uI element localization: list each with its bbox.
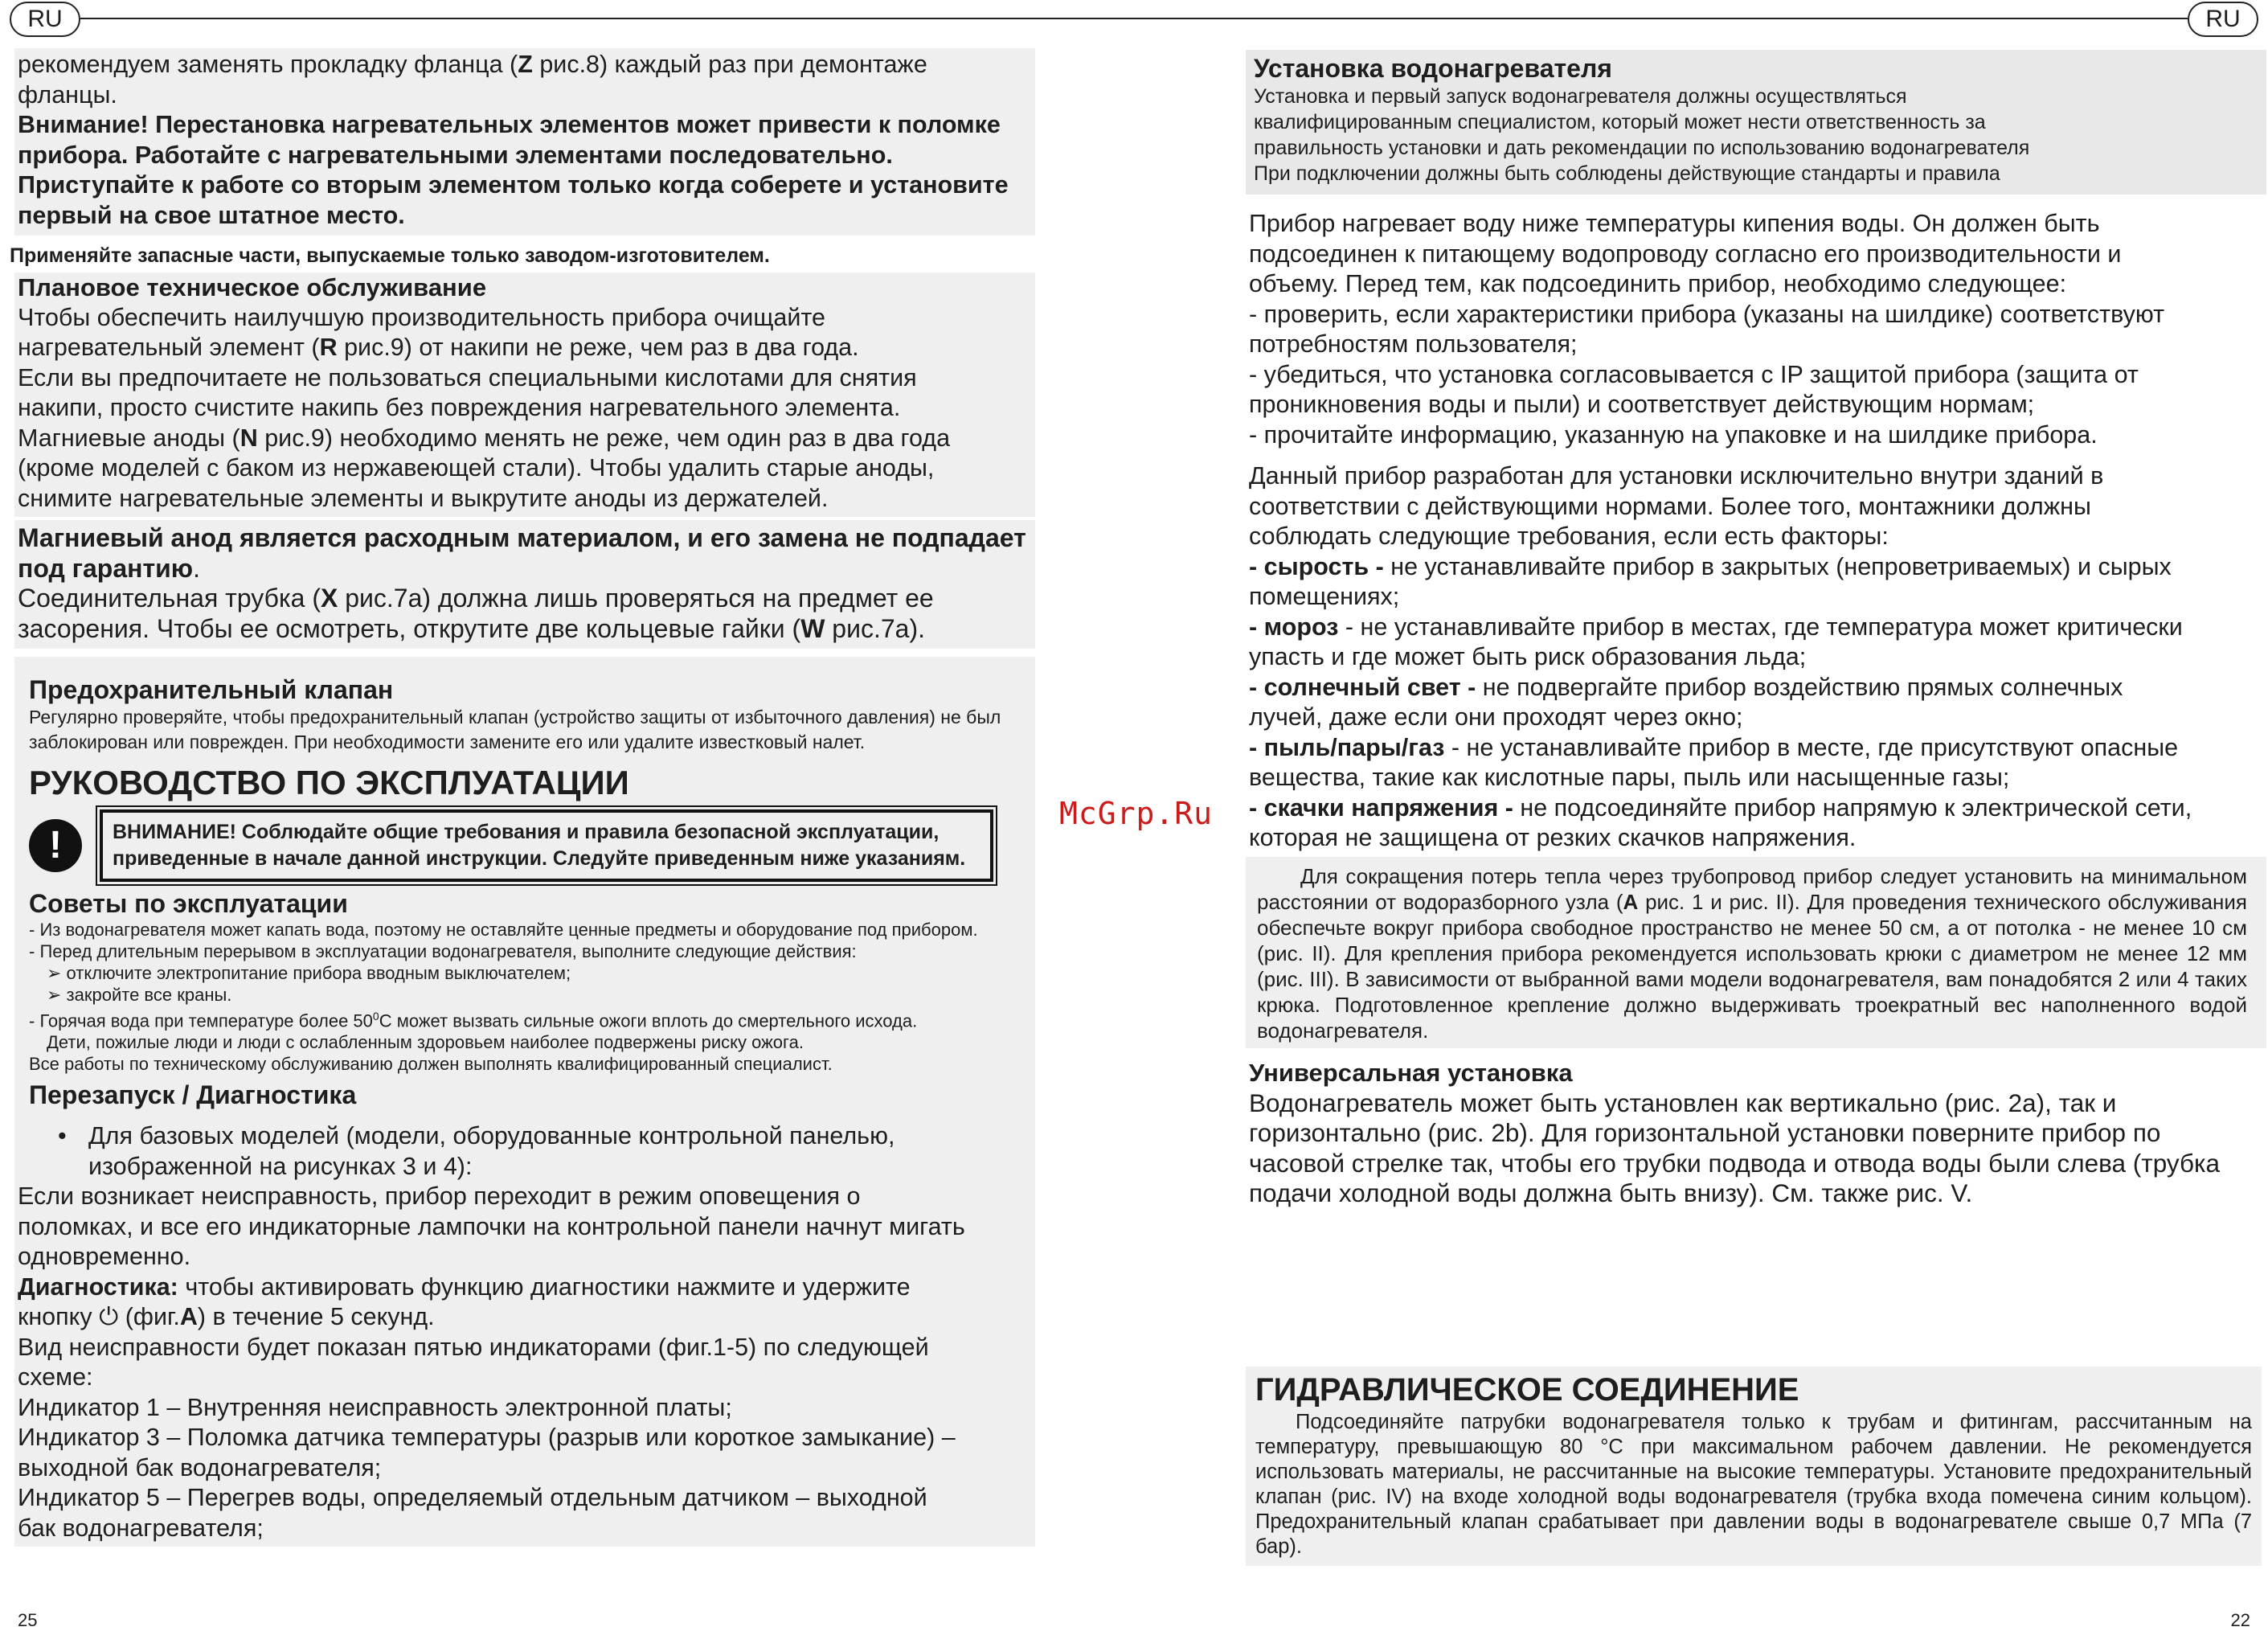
lang-badge-right: RU bbox=[2188, 2, 2258, 37]
tips-title: Советы по эксплуатации bbox=[29, 889, 348, 918]
exclamation-icon: ! bbox=[29, 819, 82, 872]
maintenance-section: Плановое техническое обслуживание Чтобы обеспечить наилучшую производительность прибора очищайте нагревательный элемент (R рис.9) от накипи не реже, чем раз в два года. Если вы предпочитаете не пользоваться специальными кислотами для снятия накипи, просто счистите накипь без повреждения нагревательного элемента. Магниевые аноды (N рис.9) необходимо менять не реже, чем один раз в два года (кроме моделей с баком из нержавеющей стали). Чтобы удалить старые аноды, снимите нагревательные элементы и выкрутите аноды из держателей. bbox=[14, 273, 1035, 517]
power-icon: ⏻ bbox=[99, 1303, 119, 1331]
hydraulic-section: ГИДРАВЛИЧЕСКОЕ СОЕДИНЕНИЕ Подсоединяйте патрубки водонагревателя только к трубам и фитингам, рассчитанным на температуру, превышающую 80 °С при максимальном рабочем давлении. Не рекомендуется использовать материалы, не рассчитанные на высокие температуры. Установите предохранительный клапан (рис. IV) на входе холодной воды водонагревателя (трубка входа помечена синим кольцом). Предохранительный клапан срабатывает при давлении воды в водонагревателе свыше 0,7 МПа (7 бар). bbox=[1246, 1367, 2262, 1566]
heat-loss-section: Для сокращения потерь тепла через трубопровод прибор следует установить на минимальном расстоянии от водоразборного узла (А рис. 1 и рис. II). Для проведения технического обслуживания обеспечьте вокруг прибора свободное пространство не менее 50 см, а от потолка - не менее 10 см (рис. II). Для крепления прибора рекомендуется использовать крюки с диаметром не менее 12 мм (рис. III). В зависимости от выбранной вами модели водонагревателя, вам понадобятся 2 или 4 таких крюка. Подготовленное крепление должно выдерживать троекратный вес наполненного водой водонагревателя. bbox=[1246, 857, 2266, 1048]
requirements-section: Прибор нагревает воду ниже температуры кипения воды. Он должен быть подсоединен к питающему водопроводу согласно его производительности и объему. Перед тем, как подсоединить прибор, необходимо следующее: - проверить, если характеристики прибора (указаны на шилдике) соответствуют потребностям пользователя; - убедиться, что установка согласовывается с IP защитой прибора (защита от проникновения воды и пыли) и соответствует действующим нормам; - прочитайте информацию, указанную на упаковке и на шилдике прибора. Данный прибор разработан для установки исключительно внутри зданий в соответствии с действующими нормами. Более того, монтажники должны соблюдать следующие требования, если есть факторы: - сырость - не устанавливайте прибор в закрытых (непроветриваемых) и сырых помещениях; - мороз - не устанавливайте прибор в местах, где температура может критически упасть и где может быть риск образования льда; - солнечный свет - не подвергайте прибор воздействию прямых солнечных лучей, даже если они проходят через окно; - пыль/пары/газ - не устанавливайте прибор в месте, где присутствуют опасные вещества, такие как кислотные пары, пыль или насыщенные газы; - скачки напряжения - не подсоединяйте прибор напрямую к электрической сети, которая не защищена от резких скачков напряжения. bbox=[1249, 210, 2192, 851]
universal-title: Универсальная установка bbox=[1249, 1058, 1573, 1087]
hydraulic-title: ГИДРАВЛИЧЕСКОЕ СОЕДИНЕНИЕ bbox=[1255, 1372, 1799, 1408]
install-title: Установка водонагревателя bbox=[1254, 54, 1612, 83]
valve-title: Предохранительный клапан bbox=[29, 675, 394, 704]
list-item: • Для базовых моделей (модели, оборудованные контрольной панелью, bbox=[58, 1122, 895, 1150]
safety-valve-section: Предохранительный клапан Регулярно проверяйте, чтобы предохранительный клапан (устройство защиты от избыточного давления) не был заблокирован или поврежден. При необходимости замените его или удалите известковый налет. РУКОВОДСТВО ПО ЭКСПЛУАТАЦИИ ! ВНИМАНИЕ! Соблюдайте общие требования и правила безопасной эксплуатации, приведенные в начале данной инструкции. Следуйте приведенным ниже указаниям. Советы по эксплуатации - Из водонагревателя может капать вода, поэтому не оставляйте ценные предметы и оборудование под прибором. - Перед длительным перерывом в эксплуатации водонагревателя, выполните следующие действия: ➢ отключите электропитание прибора вводным выключателем; ➢ закройте все краны. - Горячая вода при температуре более $50^0С$ может вызвать сильные ожоги вплоть до смертельного исхода. Дети, пожилые люди и люди с ослабленным здоровьем наиболее подвержены риску ожога. Все работы по техническому обслуживанию должен выполнять квалифицированный специалист. Перезапуск / Диагностика bbox=[14, 657, 1035, 1113]
restart-title: Перезапуск / Диагностика bbox=[29, 1080, 357, 1110]
right-column bbox=[1246, 50, 2266, 1209]
install-section: Установка водонагревателя Установка и первый запуск водонагревателя должны осуществляться квалифицированным специалистом, который может нести ответственность за правильность установки и дать рекомендации по использованию водонагревателя При подключении должны быть соблюдены действующие стандарты и правила bbox=[1246, 50, 2266, 195]
manual-title: РУКОВОДСТВО ПО ЭКСПЛУАТАЦИИ bbox=[29, 764, 629, 801]
warning-box: ВНИМАНИЕ! Соблюдайте общие требования и правила безопасной эксплуатации, приведенные в начале данной инструкции. Следуйте приведенным ниже указаниям. bbox=[100, 809, 993, 882]
page-number-right: 22 bbox=[2230, 1610, 2250, 1630]
anode-section: Магниевый анод является расходным материалом, и его замена не подпадает под гарантию. Соединительная трубка (X рис.7а) должна лишь проверяться на предмет ее засорения. Чтобы ее осмотреть, открутите две кольцевые гайки (W рис.7а). bbox=[14, 520, 1035, 649]
spare-parts-note: Применяйте запасные части, выпускаемые только заводом-изготовителем. bbox=[10, 244, 770, 267]
element-warning: Внимание! Перестановка нагревательных элементов может привести к поломке прибора. Работайте с нагревательными элементами последовательно. Приступайте к работе со вторым элементом только когда соберете и установите первый на свое штатное место. bbox=[18, 111, 1009, 229]
warning-row bbox=[29, 809, 1027, 882]
left-column bbox=[10, 48, 1035, 1547]
diagnostics-section: • Для базовых моделей (модели, оборудованные контрольной панелью, изображенной на рисунках 3 и 4): Если возникает неисправность, прибор переходит в режим оповещения о поломках, и все его индикаторные лампочки на контрольной панели начнут мигать одновременно. Диагностика: чтобы активировать функцию диагностики нажмите и удержите кнопку ⏻ (фиг.А) в течение 5 секунд. Вид неисправности будет показан пятью индикаторами (фиг.1-5) по следующей схеме: Индикатор 1 – Внутренняя неисправность электронной платы; Индикатор 3 – Поломка датчика температуры (разрыв или короткое замыкание) – выходной бак водонагревателя; Индикатор 5 – Перегрев воды, определяемый отдельным датчиком – выходной бак водонагревателя; bbox=[14, 1113, 1035, 1547]
watermark: McGrp.Ru bbox=[1059, 796, 1214, 831]
flange-box: рекомендуем заменять прокладку фланца (Z рис.8) каждый раз при демонтаже фланцы. Внимание! Перестановка нагревательных элементов может привести к поломке прибора. Работайте с нагревательными элементами последовательно. Приступайте к работе со вторым элементом только когда соберете и установите первый на свое штатное место. bbox=[14, 48, 1035, 236]
header-rule bbox=[80, 18, 2188, 19]
maintenance-title: Плановое техническое обслуживание bbox=[18, 273, 487, 301]
page-number-left: 25 bbox=[18, 1610, 38, 1630]
lang-badge-left: RU bbox=[10, 2, 80, 37]
universal-section: Универсальная установка Водонагреватель может быть установлен как вертикально (рис. 2а), так и горизонтально (рис. 2b). Для горизонтальной установки поверните прибор по часовой стрелке так, чтобы его трубки подвода и отвода воды были слева (трубка подачи холодной воды должна быть внизу). См. также рис. V. bbox=[1246, 1048, 2266, 1209]
